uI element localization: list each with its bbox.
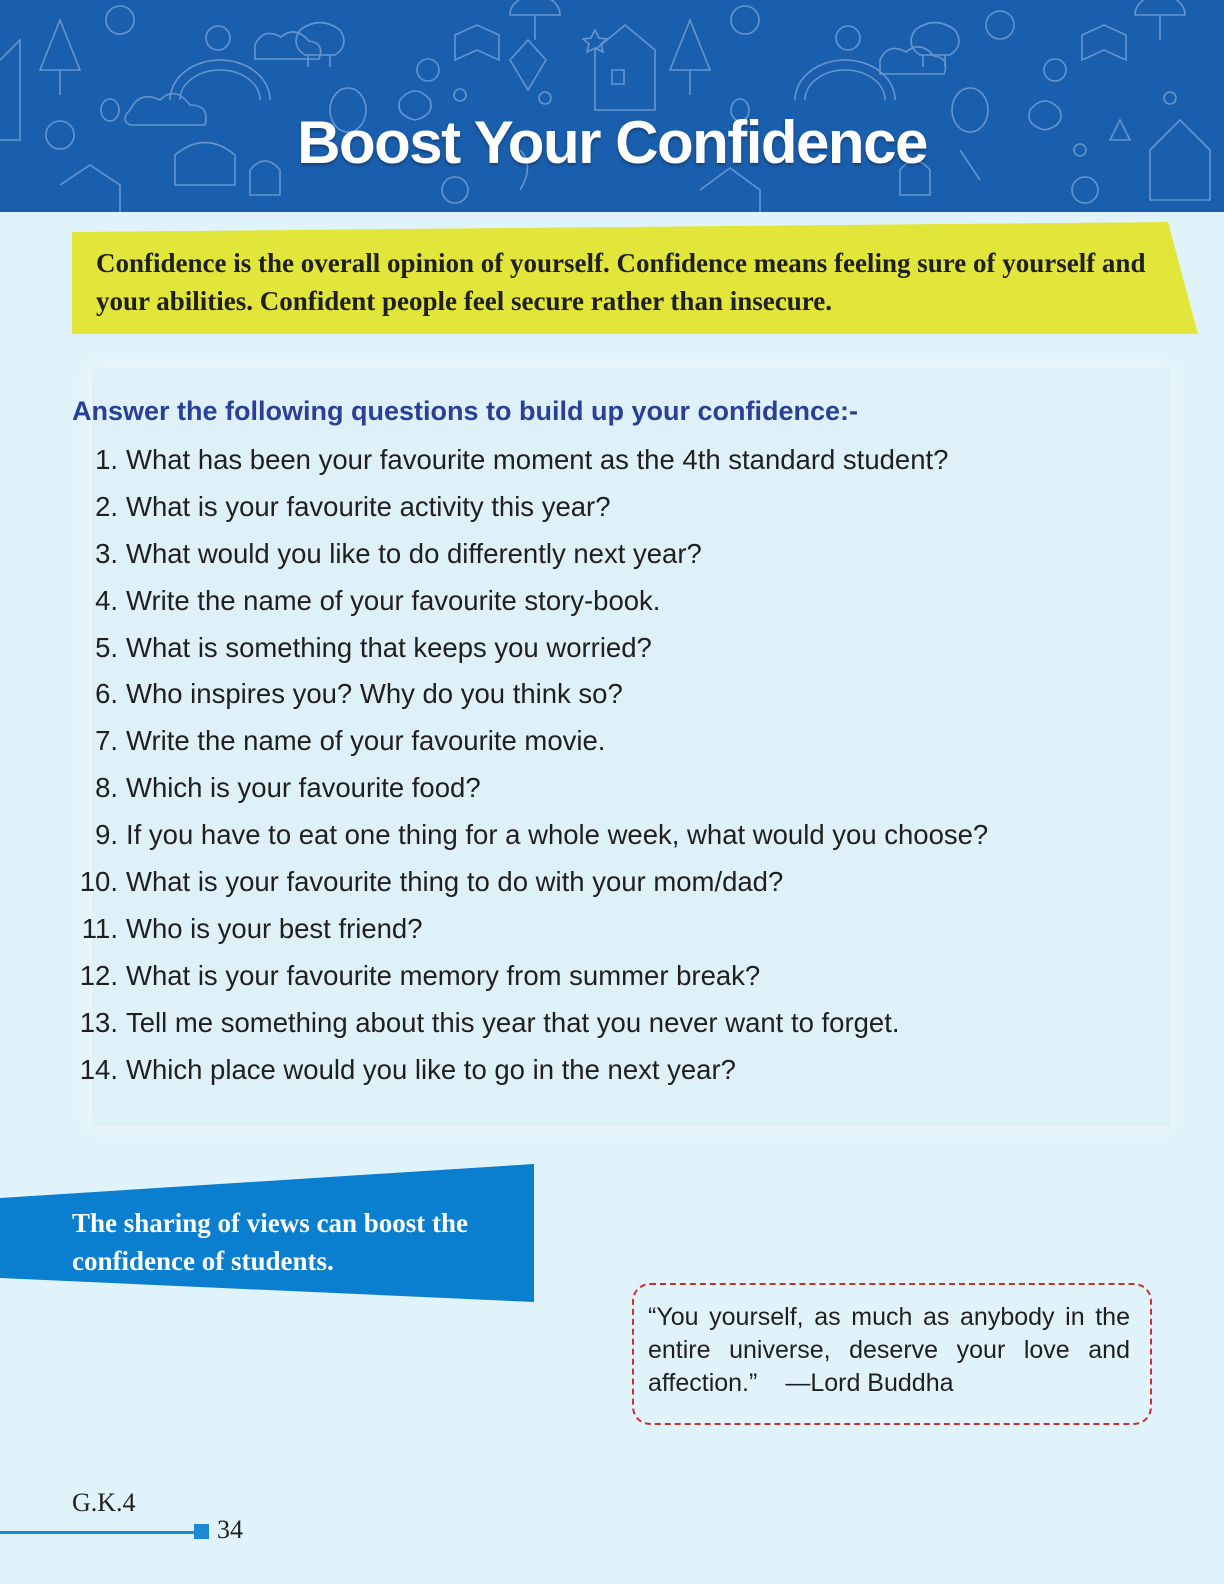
header-banner xyxy=(0,0,1224,212)
quote-author: —Lord Buddha xyxy=(785,1369,954,1397)
question-item xyxy=(72,1003,988,1050)
question-item xyxy=(72,1050,988,1097)
question-item xyxy=(72,956,988,1003)
question-number: 8. xyxy=(95,772,118,804)
question-item xyxy=(72,674,988,721)
question-number: 13. xyxy=(79,1006,118,1038)
question-text: Who is your best friend? xyxy=(126,912,423,944)
definition-text: Confidence is the overall opinion of yourself. Confidence means feeling sure of yourself and your abilities. Confident people feel secure rather than insecure. xyxy=(96,248,1146,316)
definition-box xyxy=(72,222,1208,337)
question-number: 11. xyxy=(81,912,118,944)
question-number: 12. xyxy=(79,959,118,991)
callout-box xyxy=(0,1164,540,1316)
question-item xyxy=(72,581,988,628)
question-item xyxy=(72,487,988,534)
question-text: What is your favourite thing to do with your mom/dad? xyxy=(126,866,784,898)
question-text: What is your favourite memory from summer break? xyxy=(126,959,761,991)
question-item xyxy=(72,862,988,909)
question-item xyxy=(72,909,988,956)
question-item xyxy=(72,721,988,768)
question-text: What would you like to do differently next year? xyxy=(126,537,702,569)
question-number: 7. xyxy=(95,725,118,757)
question-number: 10. xyxy=(79,866,118,898)
question-text: Write the name of your favourite movie. xyxy=(126,725,606,757)
question-item xyxy=(72,768,988,815)
quote-text xyxy=(648,1301,1130,1400)
quote-box xyxy=(632,1283,1152,1425)
book-label: G.K.4 xyxy=(72,1488,136,1517)
question-item xyxy=(72,534,988,581)
question-text: What is something that keeps you worried? xyxy=(126,631,652,663)
question-text: Write the name of your favourite story-book. xyxy=(126,584,661,616)
question-text: Who inspires you? Why do you think so? xyxy=(126,678,623,710)
question-text: Which place would you like to go in the next year? xyxy=(126,1053,736,1085)
question-text: What has been your favourite moment as the 4th standard student? xyxy=(126,444,949,475)
question-number: 4. xyxy=(95,584,118,616)
question-text: Which is your favourite food? xyxy=(126,772,481,804)
question-text: Tell me something about this year that you never want to forget. xyxy=(126,1006,900,1038)
questions-list xyxy=(72,440,988,1096)
page-number: 34 xyxy=(217,1515,243,1544)
question-number: 14. xyxy=(79,1053,118,1085)
page-title: Boost Your Confidence xyxy=(297,109,927,176)
question-item xyxy=(72,440,988,487)
question-number: 3. xyxy=(95,537,118,569)
question-text: If you have to eat one thing for a whole week, what would you choose? xyxy=(126,819,989,851)
question-item xyxy=(72,628,988,675)
question-text: What is your favourite activity this year? xyxy=(126,490,611,522)
footer-square-icon xyxy=(194,1524,209,1539)
question-number: 9. xyxy=(95,819,118,851)
footer-rule xyxy=(0,1531,196,1534)
doodle-pattern-icon xyxy=(0,0,1224,212)
question-number: 5. xyxy=(95,631,118,663)
question-number: 2. xyxy=(95,490,118,522)
callout-text: The sharing of views can boost the confidence of students. xyxy=(72,1208,469,1276)
question-number: 1. xyxy=(95,444,118,475)
quote-body: “You yourself, as much as anybody in the entire universe, deserve your love and affection.” xyxy=(648,1303,1130,1397)
questions-heading: Answer the following questions to build up your confidence:- xyxy=(72,396,858,426)
question-item xyxy=(72,815,988,862)
question-number: 6. xyxy=(95,678,118,710)
